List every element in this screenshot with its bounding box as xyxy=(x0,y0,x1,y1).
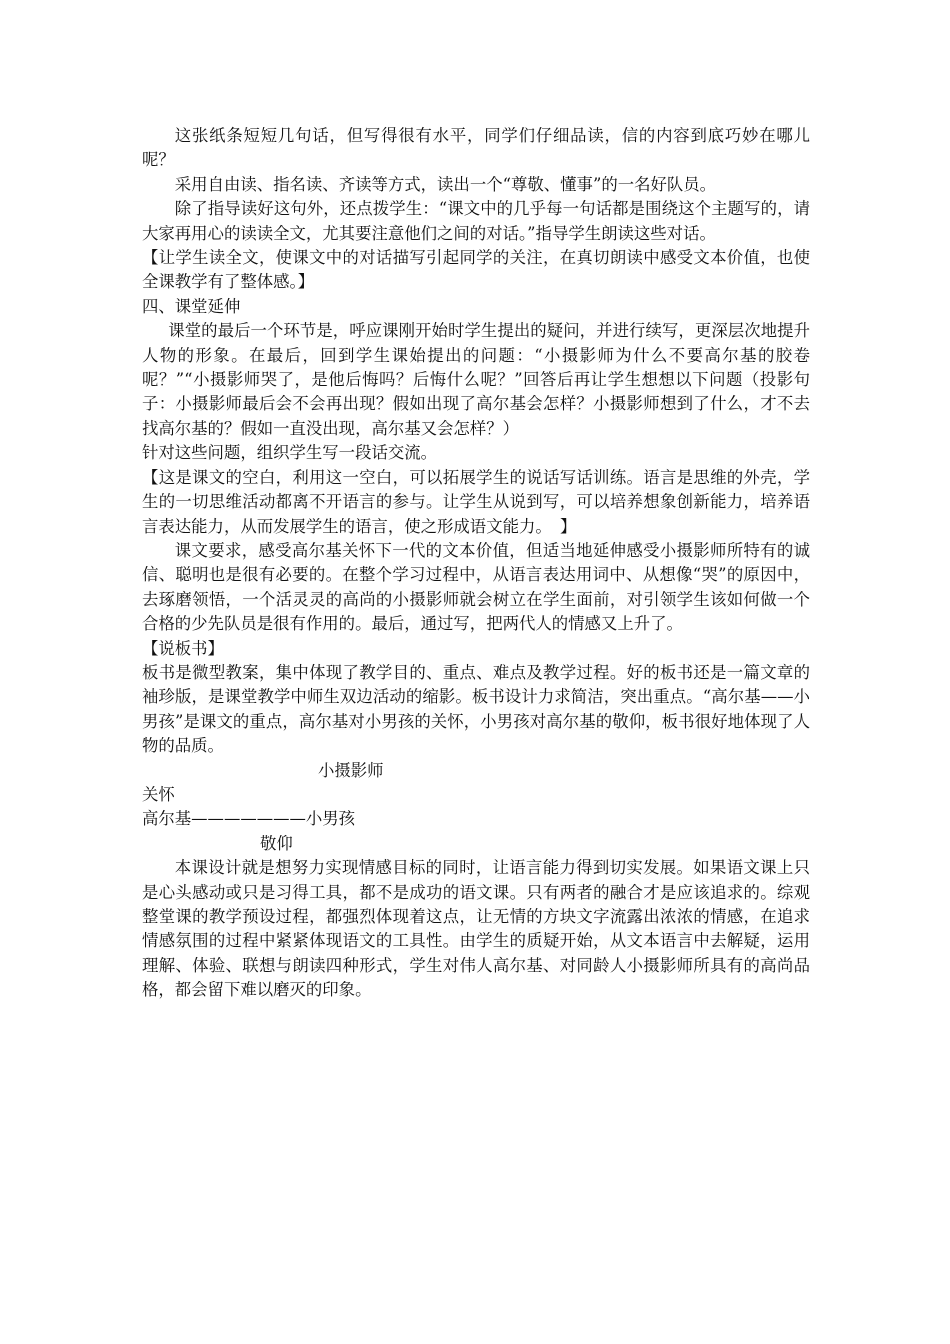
paragraph-reading-methods: 采用自由读、指名读、齐读等方式，读出一个“尊敬、懂事”的一名好队员。 xyxy=(174,174,717,194)
paragraph-final-step: 课堂的最后一个环节是，呼应课刚开始时学生提出的疑问，并进行续写，更深层次地提升人物的形象。在最后，回到学生课始提出的问题：“小摄影师为什么不要高尔基的胶卷呢？”“小摄影师哭了，是他后悔吗？后悔什么呢？”回答后再让学生想想以下问题（投影句子：小摄影师最后会不会再出现？假如出现了高尔基会怎样？小摄影师想到了什么，才不去找高尔基的？假如一直没出现，高尔基又会怎样？） xyxy=(142,321,810,438)
paragraph-note-blank: 【这是课文的空白，利用这一空白，可以拓展学生的说话写话训练。语言是思维的外壳，学生的一切思维活动都离不开语言的参与。让学生从说到写，可以培养想象创新能力，培养语言表达能力，从而发展学生的语言，使之形成语文能力。 】 xyxy=(142,467,810,536)
document-page xyxy=(142,124,810,1003)
paragraph-conclusion: 本课设计就是想努力实现情感目标的同时，让语言能力得到切实发展。如果语文课上只是心头感动或只是习得工具，都不是成功的语文课。只有两者的融合才是应该追求的。综观整堂课的教学预设过程，都强烈体现着这点，让无情的方块文字流露出浓浓的情感，在追求情感氛围的过程中紧紧体现语文的工具性。由学生的质疑开始，从文本语言中去解疑，运用理解、体验、联想与朗读四种形式，学生对伟人高尔基、对同龄人小摄影师所具有的高尚品格，都会留下难以磨灭的印象。 xyxy=(142,858,810,1000)
board-diagram-main-line: 高尔基———————小男孩 xyxy=(142,809,356,829)
board-diagram-care-label: 关怀 xyxy=(142,784,175,804)
paragraph-guidance: 除了指导读好这句外，还点拨学生：“课文中的几乎每一句话都是围绕这个主题写的，请大家再用心的读读全文，尤其要注意他们之间的对话。”指导学生朗读这些对话。 xyxy=(142,199,810,243)
board-diagram-respect-label: 敬仰 xyxy=(260,833,293,853)
paragraph-note-full-reading: 【让学生读全文，使课文中的对话描写引起同学的关注，在真切朗读中感受文本价值，也使全课教学有了整体感。】 xyxy=(142,248,810,292)
section-heading-extension: 四、课堂延伸 xyxy=(142,296,241,316)
paragraph-letter-analysis: 这张纸条短短几句话，但写得很有水平，同学们仔细品读，信的内容到底巧妙在哪儿呢？ xyxy=(142,126,810,170)
paragraph-text-requirement: 课文要求，感受高尔基关怀下一代的文本价值，但适当地延伸感受小摄影师所特有的诚信、聪明也是很有必要的。在整个学习过程中，从语言表达用词中、从想像“哭”的原因中，去琢磨领悟，一个活灵灵的高尚的小摄影师就会树立在学生面前，对引领学生该如何做一个合格的少先队员是很有作用的。最后，通过写，把两代人的情感又上升了。 xyxy=(142,540,810,634)
board-diagram-top-label: 小摄影师 xyxy=(318,760,384,780)
board-diagram xyxy=(142,759,810,857)
paragraph-board-description: 板书是微型教案，集中体现了教学目的、重点、难点及教学过程。好的板书还是一篇文章的袖珍版，是课堂教学中师生双边活动的缩影。板书设计力求简洁，突出重点。“高尔基——小男孩”是课文的重点，高尔基对小男孩的关怀，小男孩对高尔基的敬仰，板书很好地体现了人物的品质。 xyxy=(142,662,810,756)
section-heading-board: 【说板书】 xyxy=(142,638,224,658)
paragraph-writing-task: 针对这些问题，组织学生写一段话交流。 xyxy=(142,443,438,463)
